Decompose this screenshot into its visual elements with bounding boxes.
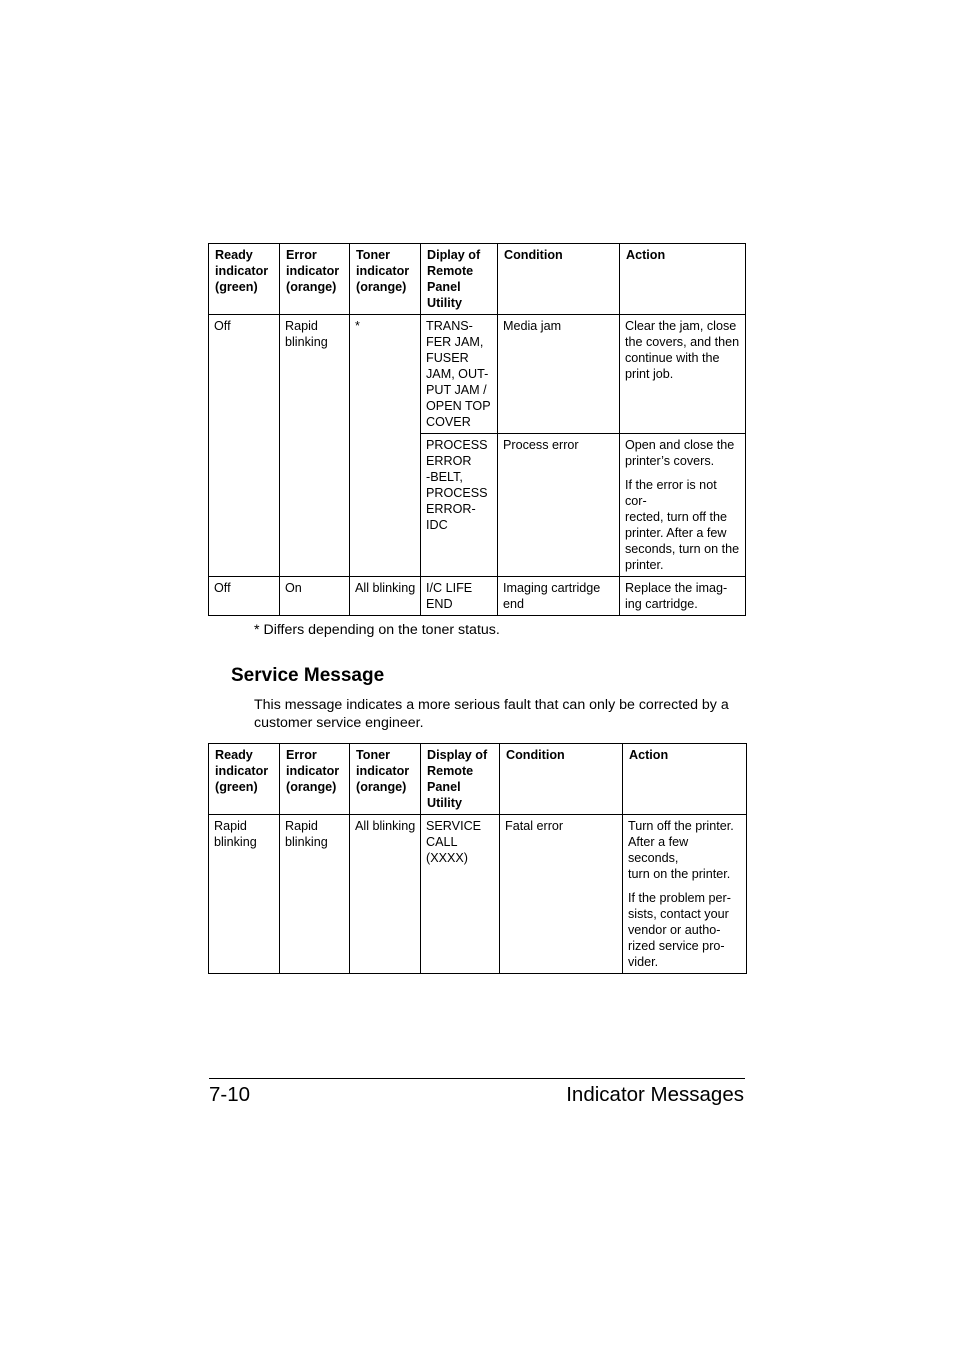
action-cell: [620, 315, 746, 434]
error-messages-table: [208, 243, 746, 616]
header-error-indicator: Error indicator (orange): [280, 244, 350, 315]
table-header-row: [209, 744, 747, 815]
action-paragraph: If the error is not cor- rected, turn off the printer. After a few seconds, turn on the printer.: [625, 478, 740, 572]
toner-indicator-cell: All blinking: [350, 577, 421, 616]
remote-panel-display-cell: TRANS- FER JAM, FUSER JAM, OUT- PUT JAM / OPEN TOP COVER: [421, 315, 498, 434]
action-paragraph: Replace the imag- ing cartridge.: [625, 581, 728, 611]
action-paragraph: Turn off the printer. After a few seconds, turn on the printer.: [628, 819, 734, 881]
header-toner-indicator: Toner indicator (orange): [350, 244, 421, 315]
remote-panel-display-cell: I/C LIFE END: [421, 577, 498, 616]
service-message-table: [208, 743, 747, 974]
action-cell: [620, 577, 746, 616]
header-condition: Condition: [500, 744, 623, 815]
condition-cell: Imaging cartridge end: [498, 577, 620, 616]
remote-panel-display-cell: SERVICE CALL (XXXX): [421, 815, 500, 974]
section-heading: Service Message: [231, 665, 385, 686]
condition-cell: Fatal error: [500, 815, 623, 974]
action-paragraph: Open and close the printer’s covers.: [625, 438, 735, 468]
ready-indicator-cell: Off: [209, 315, 280, 577]
page-number: 7-10: [209, 1083, 251, 1106]
header-action: Action: [620, 244, 746, 315]
error-indicator-cell: Rapid blinking: [280, 815, 350, 974]
ready-indicator-cell: Off: [209, 577, 280, 616]
header-error-indicator: Error indicator (orange): [280, 744, 350, 815]
toner-indicator-cell: All blinking: [350, 815, 421, 974]
table-row: [209, 315, 746, 434]
section-intro: This message indicates a more serious fault that can only be corrected by a customer service engineer.: [254, 697, 729, 731]
ready-indicator-cell: Rapid blinking: [209, 815, 280, 974]
remote-panel-display-cell: PROCESS ERROR -BELT, PROCESS ERROR- IDC: [421, 434, 498, 577]
header-condition: Condition: [498, 244, 620, 315]
header-toner-indicator: Toner indicator (orange): [350, 744, 421, 815]
error-indicator-cell: On: [280, 577, 350, 616]
header-ready-indicator: Ready indicator (green): [209, 744, 280, 815]
toner-indicator-cell: *: [350, 315, 421, 577]
condition-cell: Process error: [498, 434, 620, 577]
action-paragraph: Clear the jam, close the covers, and then continue with the print job.: [625, 319, 740, 381]
toner-status-footnote: * Differs depending on the toner status.: [254, 622, 500, 638]
footer-chapter-title: Indicator Messages: [566, 1083, 744, 1106]
error-indicator-cell: Rapid blinking: [280, 315, 350, 577]
condition-cell: Media jam: [498, 315, 620, 434]
footer-divider: [209, 1078, 745, 1079]
header-ready-indicator: Ready indicator (green): [209, 244, 280, 315]
action-cell: [623, 815, 747, 974]
action-cell: [620, 434, 746, 577]
table-row: [209, 577, 746, 616]
header-remote-panel-display: Display of Remote Panel Utility: [421, 744, 500, 815]
header-action: Action: [623, 744, 747, 815]
action-paragraph: If the problem per- sists, contact your vendor or autho- rized service pro- vider.: [628, 891, 731, 969]
table-header-row: [209, 244, 746, 315]
header-remote-panel-display: Diplay of Remote Panel Utility: [421, 244, 498, 315]
table-row: [209, 815, 747, 974]
